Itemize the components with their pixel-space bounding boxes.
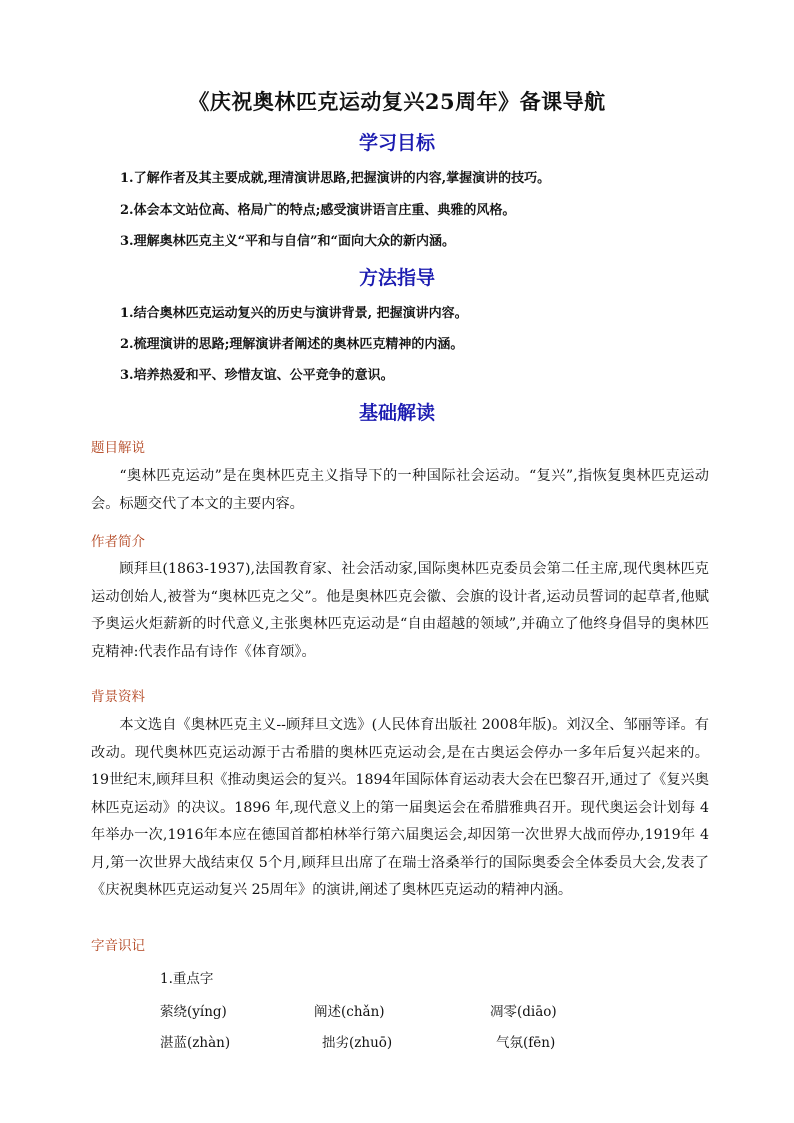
section-heading-basics: 基础解读 <box>358 402 435 424</box>
phonetic-word: 气氛(fēn) <box>496 1035 556 1051</box>
document-title: 《庆祝奥林匹克运动复兴25周年》备课导航 <box>188 89 606 114</box>
label-background: 背景资料 <box>91 689 145 705</box>
method-item-3: 3.培养热爱和平、珍惜友谊、公平竞争的意识。 <box>120 368 394 383</box>
label-title-explain: 题目解说 <box>91 440 145 456</box>
section-heading-goals: 学习目标 <box>358 132 435 154</box>
label-phonetics: 字音识记 <box>91 938 145 954</box>
paragraph-author: 顾拜旦(1863-1937),法国教育家、社会活动家,国际奥林匹克委员会第二任主席,现代奥林匹克运动创始人,被誉为“奥林匹克之父”。他是奥林匹克会徽、会旗的设计者,运动员誓词的起草者,他赋予奥运火炬薪新的时代意义,主张奥林匹克运动是“自由超越的领域”,并确立了他终身倡导的奥林匹克精神:代表作品有诗作《体育颂》。 <box>91 561 709 660</box>
phonetic-word: 湛蓝(zhàn) <box>160 1035 231 1051</box>
section-heading-methods: 方法指导 <box>358 267 435 289</box>
label-author: 作者简介 <box>91 534 145 550</box>
phonetic-word: 阐述(chǎn) <box>314 1004 385 1020</box>
goal-item-1: 1.了解作者及其主要成就,理清演讲思路,把握演讲的内容,掌握演讲的技巧。 <box>120 171 551 186</box>
paragraph-title-explain: “奥林匹克运动”是在奥林匹克主义指导下的一种国际社会运动。“复兴”,指恢复奥林匹克运动会。标题交代了本文的主要内容。 <box>91 468 709 512</box>
phonetic-word: 拙劣(zhuō) <box>322 1035 393 1051</box>
method-item-2: 2.梳理演讲的思路;理解演讲者阐述的奥林匹克精神的内涵。 <box>120 337 464 352</box>
goal-item-2: 2.体会本文站位高、格局广的特点;感受演讲语言庄重、典雅的风格。 <box>120 203 516 218</box>
phonetic-word: 凋零(diāo) <box>490 1004 557 1020</box>
paragraph-background: 本文选自《奥林匹克主义--顾拜旦文选》(人民体育出版社 2008年版)。刘汉全、邹丽等译。有改动。现代奥林匹克运动源于古希腊的奥林匹克运动会,是在古奥运会停办一多年后复兴起来的。19世纪末,顾拜旦积《推动奥运会的复兴。1894年国际体育运动表大会在巴黎召开,通过了《复兴奥林匹克运动》的决议。1896 年,现代意义上的第一届奥运会在希腊雅典召开。现代奥运会计划每 4年举办一次,1916年本应在德国首都柏林举行第六届奥运会,却因第一次世界大战而停办,1919年 4月,第一次世界大战结束仅 5个月,顾拜旦出席了在瑞士洛桑举行的国际奥委会全体委员大会,发表了《庆祝奥林匹克运动复兴 25周年》的演讲,阐述了奥林匹克运动的精神内涵。 <box>91 717 709 898</box>
phonetic-word: 萦绕(yíng) <box>160 1004 227 1020</box>
phonetics-subtitle: 1.重点字 <box>160 971 214 987</box>
method-item-1: 1.结合奥林匹克运动复兴的历史与演讲背景, 把握演讲内容。 <box>120 306 468 321</box>
goal-item-3: 3.理解奥林匹克主义“平和与自信”和“面向大众的新内涵。 <box>120 234 456 249</box>
